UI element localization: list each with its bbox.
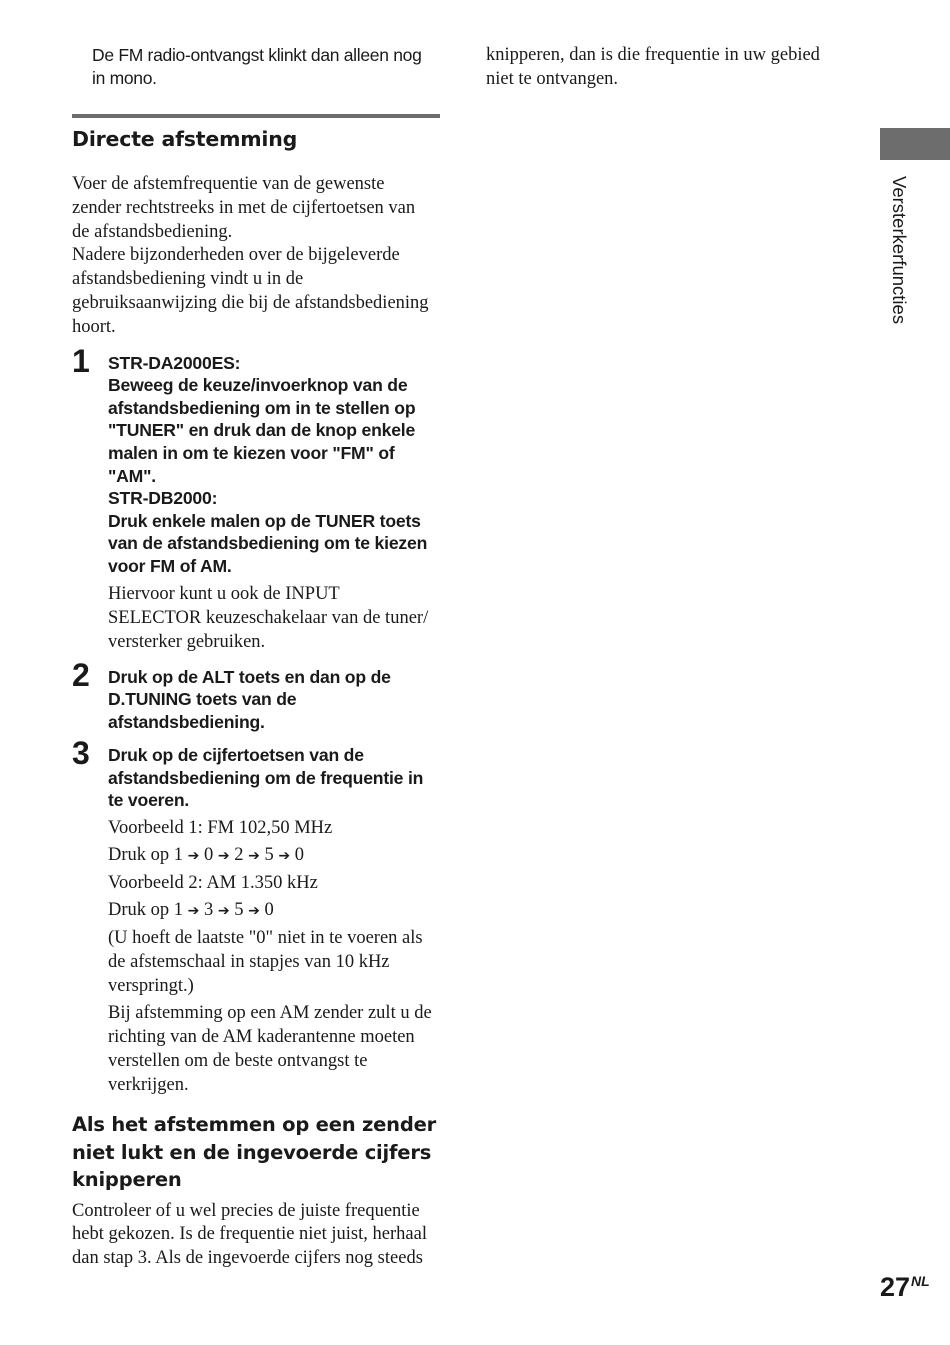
subsection-title: Als het afstemmen op een zender niet lukt en de ingevoerde cijfers knipperen — [72, 1113, 437, 1192]
intro-line: afstandsbediening vindt u in de — [72, 269, 304, 290]
instruction-line: D.TUNING toets van de — [108, 689, 297, 710]
instruction-line: "TUNER" en druk dan de knop enkele — [108, 420, 416, 441]
step-instruction — [108, 352, 442, 578]
intro-line: Nadere bijzonderheden over de bijgeleverde — [72, 245, 400, 266]
instruction-line: van de afstandsbediening om te kiezen — [108, 533, 428, 554]
note-line: Bij afstemming op een AM zender zult u de — [108, 1003, 432, 1024]
instruction-line: STR-DA2000ES: — [108, 352, 241, 373]
example-2-keys: Druk op 1 ➔ 3 ➔ 5 ➔ 0 — [108, 900, 274, 921]
instruction-line: voor FM of AM. — [108, 555, 232, 576]
intro-line: hoort. — [72, 316, 116, 337]
arrow-right-icon: ➔ — [217, 848, 230, 865]
instruction-line: afstandsbediening. — [108, 711, 265, 732]
intro-line: zender rechtstreeks in met de cijfertoetsen van — [72, 197, 416, 218]
note-line: verspringt.) — [108, 976, 194, 997]
step-3 — [72, 735, 442, 1097]
section-title: Directe afstemming — [72, 127, 298, 151]
section-tab-marker — [880, 128, 950, 160]
right-column — [486, 44, 856, 92]
note-line: SELECTOR keuzeschakelaar van de tuner/ — [108, 607, 429, 628]
example-2: Voorbeeld 2: AM 1.350 kHz — [108, 873, 318, 894]
intro-line: gebruiksaanwijzing die bij de afstandsbediening — [72, 292, 429, 313]
intro-line: Voer de afstemfrequentie van de gewenste — [72, 174, 385, 194]
left-column — [72, 44, 442, 1271]
arrow-right-icon: ➔ — [248, 903, 260, 920]
instruction-line: Druk enkele malen op de TUNER toets — [108, 510, 421, 531]
note-line: richting van de AM kaderantenne moeten — [108, 1027, 415, 1048]
continued-paragraph — [486, 44, 856, 92]
page-number: $27^{NL}$ — [880, 1272, 930, 1302]
step-examples — [108, 816, 442, 1097]
paragraph-line: hebt gekozen. Is de frequentie niet juist, herhaal — [72, 1224, 427, 1245]
intro-line: de afstandsbediening. — [72, 221, 233, 242]
paragraph-line: knipperen, dan is die frequentie in uw gebied — [486, 45, 820, 65]
arrow-right-icon: ➔ — [217, 903, 230, 920]
side-section-label: Versterkerfuncties — [889, 176, 910, 325]
note-line: verkrijgen. — [108, 1075, 189, 1096]
step-instruction — [108, 666, 442, 734]
intro-paragraph — [72, 173, 442, 340]
arrow-right-icon: ➔ — [187, 848, 200, 865]
instruction-line: Beweeg de keuze/invoerknop van de — [108, 375, 408, 396]
step-number: 2 — [72, 656, 90, 693]
note-line: versterker gebruiken. — [108, 631, 266, 652]
step-note — [108, 582, 442, 654]
arrow-right-icon: ➔ — [248, 848, 260, 865]
step-instruction — [108, 744, 442, 812]
note-line: verstellen om de beste ontvangst te — [108, 1051, 368, 1072]
note-line: Hiervoor kunt u ook de INPUT — [108, 583, 340, 604]
arrow-right-icon: ➔ — [278, 848, 291, 865]
paragraph-line: dan stap 3. Als de ingevoerde cijfers nog steeds — [72, 1248, 423, 1269]
note-line: (U hoeft de laatste "0" niet in te voeren als — [108, 928, 423, 949]
example-1-keys: Druk op 1 ➔ 0 ➔ 2 ➔ 5 ➔ 0 — [108, 845, 304, 866]
note-line: in mono. — [92, 67, 157, 88]
step-number: 1 — [72, 342, 90, 379]
instruction-line: STR-DB2000: — [108, 488, 218, 509]
instruction-line: afstandsbediening om in te stellen op — [108, 397, 416, 418]
instruction-line: afstandsbediening om de frequentie in — [108, 767, 424, 788]
instruction-line: "AM". — [108, 465, 156, 486]
example-1: Voorbeeld 1: FM 102,50 MHz — [108, 818, 333, 839]
paragraph-line: Controleer of u wel precies de juiste frequentie — [72, 1200, 420, 1221]
instruction-line: Druk op de ALT toets en dan op de — [108, 666, 391, 687]
instruction-line: malen in om te kiezen voor "FM" of — [108, 442, 395, 463]
step-2 — [72, 656, 442, 734]
step-3-note-2 — [108, 1001, 442, 1097]
subsection-paragraph — [72, 1200, 442, 1271]
step-1 — [72, 342, 442, 654]
top-note — [92, 44, 442, 89]
step-number: 3 — [72, 735, 90, 772]
instruction-line: Druk op de cijfertoetsen van de — [108, 745, 364, 766]
language-code: NL — [911, 1273, 930, 1289]
step-3-note-1 — [108, 926, 442, 998]
section-divider — [72, 114, 440, 118]
note-line: de afstemschaal in stapjes van 10 kHz — [108, 952, 390, 973]
arrow-right-icon: ➔ — [187, 903, 200, 920]
paragraph-line: niet te ontvangen. — [486, 68, 619, 89]
note-line: De FM radio-ontvangst klinkt dan alleen nog — [92, 45, 422, 65]
instruction-line: te voeren. — [108, 790, 190, 811]
